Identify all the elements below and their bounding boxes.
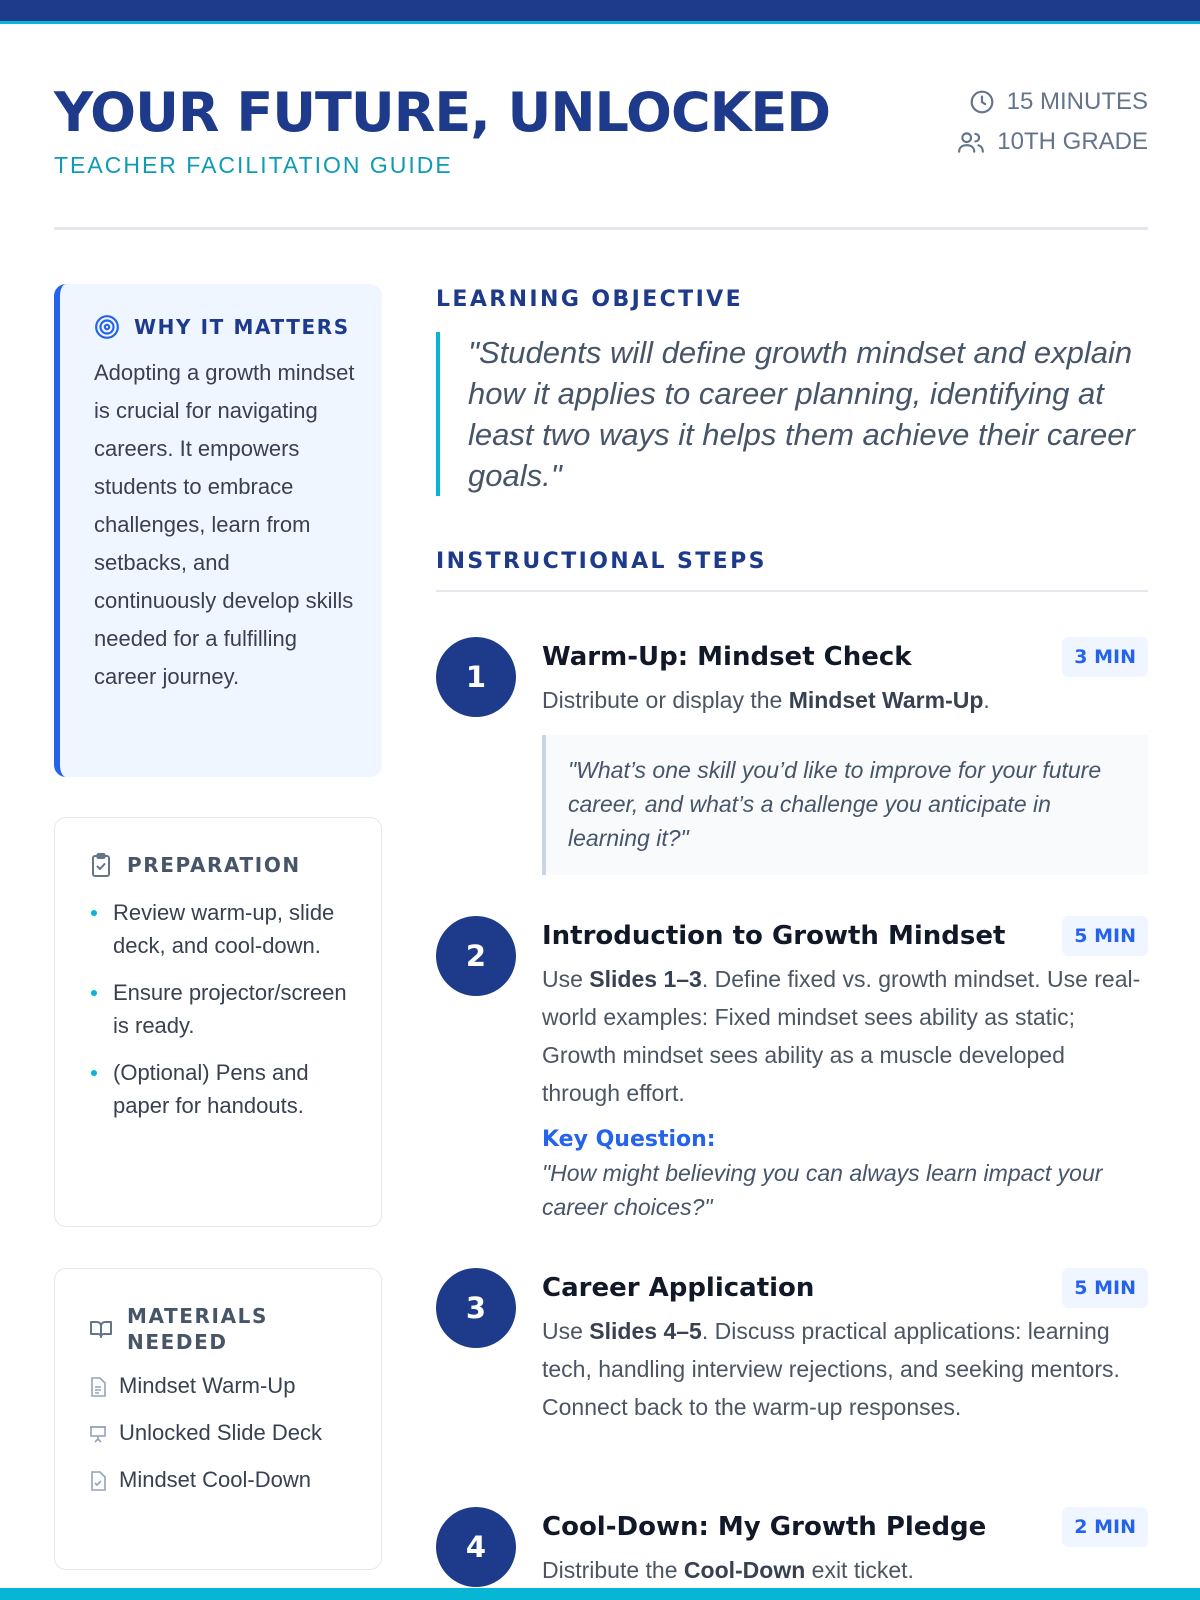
users-icon [957, 129, 985, 155]
preparation-heading-text: PREPARATION [127, 853, 301, 877]
key-question: "How might believing you can always learn impact your career choices?" [542, 1160, 1103, 1220]
grade-text: 10TH GRADE [997, 128, 1148, 155]
steps-divider [436, 590, 1148, 592]
step-description [542, 681, 1148, 719]
duration-meta [957, 82, 1148, 122]
header-divider [54, 227, 1148, 230]
text-part: Use [542, 1318, 590, 1344]
step-body [542, 916, 1148, 1224]
text-bold: Mindset Warm-Up [788, 687, 984, 713]
material-label: Mindset Warm-Up [119, 1373, 296, 1398]
text-part: . Define fixed vs. growth mindset. Use real-world examples: Fixed mindset sees ability as static; Growth mindset sees ability as a muscle developed through effort. [542, 966, 1141, 1106]
duration-badge: 2 MIN [1062, 1507, 1148, 1547]
text-part: exit ticket. [805, 1557, 914, 1583]
clock-icon [969, 89, 995, 115]
step-title: Cool-Down: My Growth Pledge [542, 1512, 987, 1542]
preparation-list [89, 896, 357, 1122]
list-item: Ensure projector/screen is ready. [89, 976, 357, 1042]
top-accent-bar [0, 0, 1200, 24]
material-item[interactable] [89, 1416, 357, 1449]
warm-up-prompt: "What’s one skill you’d like to improve for your future career, and what’s a challenge you anticipate in learning it?" [542, 735, 1148, 875]
grade-meta [957, 122, 1148, 162]
text-part: . [983, 687, 990, 713]
step-description [542, 960, 1148, 1112]
step-number-badge: 4 [436, 1507, 516, 1587]
learning-objective: "Students will define growth mindset and explain how it applies to career planning, identifying at least two ways it helps them achieve their career goals." [436, 332, 1148, 496]
material-item[interactable] [89, 1463, 357, 1496]
material-label: Mindset Cool-Down [119, 1467, 311, 1492]
list-item: Review warm-up, slide deck, and cool-down. [89, 896, 357, 962]
step-body [542, 1507, 1148, 1589]
file-check-icon [89, 1471, 107, 1491]
step-number-badge: 1 [436, 637, 516, 717]
book-open-icon [89, 1317, 113, 1341]
step-description [542, 1312, 1148, 1426]
duration-badge: 3 MIN [1062, 637, 1148, 677]
text-part: . Discuss practical applications: learning tech, handling interview rejections, and seeking mentors. Connect back to the warm-up responses. [542, 1318, 1120, 1420]
target-icon [94, 314, 120, 340]
text-part: Distribute or display the [542, 687, 789, 713]
page-subtitle: TEACHER FACILITATION GUIDE [54, 152, 453, 178]
step-body [542, 637, 1148, 875]
materials-heading [89, 1303, 357, 1355]
step-title: Warm-Up: Mindset Check [542, 642, 912, 672]
why-heading-text: WHY IT MATTERS [134, 315, 350, 339]
material-label: Unlocked Slide Deck [119, 1420, 322, 1445]
materials-list [89, 1369, 357, 1496]
why-body: Adopting a growth mindset is crucial for navigating careers. It empowers students to embrace challenges, learn from setbacks, and continuously develop skills needed for a fulfilling career journey. [94, 360, 355, 689]
steps-heading: INSTRUCTIONAL STEPS [436, 549, 767, 574]
materials-heading-text: MATERIALS NEEDED [127, 1304, 269, 1354]
material-item[interactable] [89, 1369, 357, 1402]
bottom-accent-bar [0, 1588, 1200, 1600]
list-item: (Optional) Pens and paper for handouts. [89, 1056, 357, 1122]
text-part: Distribute the [542, 1557, 684, 1583]
clipboard-check-icon [89, 852, 113, 878]
objective-heading: LEARNING OBJECTIVE [436, 287, 744, 312]
text-bold: Slides 1–3 [589, 966, 702, 992]
preparation-card [54, 817, 382, 1227]
duration-badge: 5 MIN [1062, 1268, 1148, 1308]
why-it-matters-card [54, 284, 382, 777]
lesson-meta [957, 82, 1148, 162]
step-number-badge: 3 [436, 1268, 516, 1348]
text-bold: Cool-Down [683, 1557, 806, 1583]
step-title: Introduction to Growth Mindset [542, 921, 1006, 951]
key-question-label: Key Question: [542, 1127, 716, 1152]
preparation-heading [89, 852, 357, 878]
presentation-icon [89, 1424, 107, 1444]
step-body [542, 1268, 1148, 1426]
page-title: YOUR FUTURE, UNLOCKED [54, 81, 831, 144]
materials-card [54, 1268, 382, 1570]
text-bold: Slides 4–5 [589, 1318, 702, 1344]
step-description [542, 1551, 1148, 1589]
step-number-badge: 2 [436, 916, 516, 996]
duration-badge: 5 MIN [1062, 916, 1148, 956]
page-header [54, 78, 1148, 180]
duration-text: 15 MINUTES [1006, 88, 1148, 115]
main-content [436, 286, 1148, 1583]
document-icon [89, 1377, 107, 1397]
why-heading [94, 314, 358, 340]
step-title: Career Application [542, 1273, 815, 1303]
text-part: Use [542, 966, 590, 992]
